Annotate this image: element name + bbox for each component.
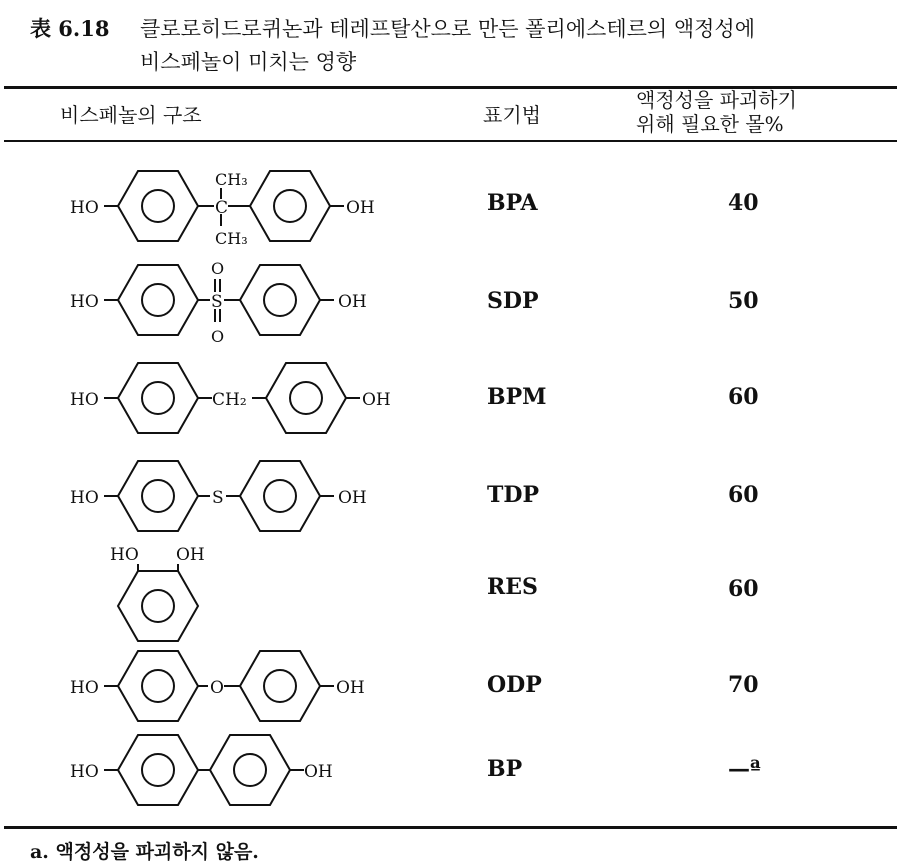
bottom-rule [4, 826, 897, 829]
table-number: 表 6.18 [30, 16, 110, 41]
ho-label: HO [70, 198, 99, 218]
header-abbreviation: 표기법 [483, 103, 541, 127]
abbr-tdp: TDP [487, 482, 539, 508]
oh-label: OH [338, 292, 367, 312]
ho-label: HO [70, 488, 99, 508]
structure-odp [70, 651, 365, 721]
bridge-methylene: CH₂ [212, 390, 247, 410]
oh-label: OH [362, 390, 391, 410]
abbr-res: RES [487, 574, 538, 600]
header-structure: 비스페놀의 구조 [60, 103, 202, 127]
structure-res [110, 545, 205, 641]
structure-sdp [70, 259, 367, 346]
mol-bpm: 60 [728, 384, 759, 410]
methyl-bottom: CH₃ [215, 229, 248, 248]
abbr-bpa: BPA [487, 190, 538, 216]
structure-bpm [70, 363, 391, 433]
mol-res: 60 [728, 576, 759, 602]
oxo-bottom: O [211, 327, 225, 346]
ho-label: HO [70, 292, 99, 312]
bridge-sulfur: S [211, 292, 223, 312]
oxo-top: O [211, 259, 225, 278]
structure-bp [70, 735, 333, 805]
ho-label: HO [70, 762, 99, 782]
abbr-sdp: SDP [487, 288, 539, 314]
header-mol-percent: 액정성을 파괴하기 위해 필요한 몰% [636, 88, 797, 136]
bridge-oxygen: O [210, 678, 224, 698]
mol-odp: 70 [728, 672, 759, 698]
ho-label: HO [70, 390, 99, 410]
oh-label: OH [336, 678, 365, 698]
structure-bpa [70, 170, 375, 248]
oh-label: OH [304, 762, 333, 782]
caption-line-1: 클로로히드로퀴논과 테레프탈산으로 만든 폴리에스테르의 액정성에 [140, 17, 755, 41]
abbr-odp: ODP [487, 672, 542, 698]
oh-label: OH [346, 198, 375, 218]
footnote: a. 액정성을 파괴하지 않음. [30, 841, 259, 863]
methyl-top: CH₃ [215, 170, 248, 189]
bridge-sulfur: S [212, 488, 224, 508]
structure-tdp [70, 461, 367, 531]
oh-label: OH [338, 488, 367, 508]
ho-label: HO [110, 545, 139, 565]
oh-label: OH [176, 545, 205, 565]
mol-bp: —ª [728, 756, 761, 782]
ho-label: HO [70, 678, 99, 698]
abbr-bp: BP [487, 756, 523, 782]
mol-bpa: 40 [728, 190, 759, 216]
mol-tdp: 60 [728, 482, 759, 508]
mol-sdp: 50 [728, 288, 759, 314]
bridge-carbon: C [215, 198, 229, 218]
caption-line-2: 비스페놀이 미치는 영향 [140, 50, 357, 74]
abbr-bpm: BPM [487, 384, 547, 410]
